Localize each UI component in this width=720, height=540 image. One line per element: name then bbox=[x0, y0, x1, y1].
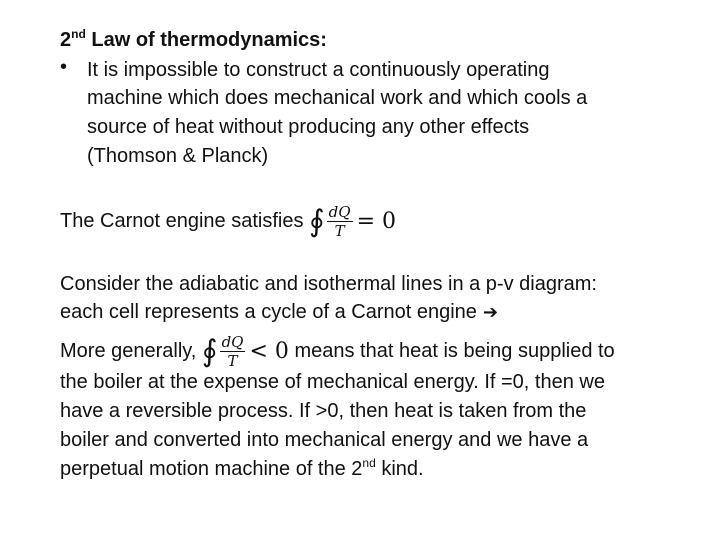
general-tail: means that heat is being supplied to bbox=[294, 339, 615, 362]
general-line-2: have a reversible process. If >0, then heat is taken from the bbox=[60, 400, 587, 422]
right-arrow-icon: ➔ bbox=[482, 302, 498, 322]
carnot-equation bbox=[309, 203, 396, 240]
general-numerator: dQ bbox=[221, 333, 244, 351]
bullet-line-3: source of heat without producing any other effects bbox=[87, 116, 530, 138]
bullet-line-2: machine which does mechanical work and which cools a bbox=[87, 87, 588, 109]
carnot-statement bbox=[60, 203, 396, 240]
carnot-relation: = 0 bbox=[356, 208, 397, 234]
consider-line-2-text: each cell represents a cycle of a Carnot engine bbox=[60, 301, 477, 323]
bullet-marker: • bbox=[60, 56, 68, 78]
general-fraction bbox=[220, 333, 246, 370]
general-last-end: kind. bbox=[375, 458, 424, 480]
general-statement bbox=[60, 333, 615, 370]
title-text: Law of thermodynamics: bbox=[91, 29, 327, 51]
consider-line-2 bbox=[60, 298, 498, 326]
bullet-line-4: (Thomson & Planck) bbox=[87, 145, 269, 167]
general-last-sup: nd bbox=[362, 456, 376, 470]
slide-title bbox=[60, 26, 327, 54]
general-denominator: T bbox=[227, 352, 238, 370]
carnot-text: The Carnot engine satisfies bbox=[60, 209, 304, 232]
general-line-4 bbox=[60, 455, 424, 483]
title-ordinal-suffix: nd bbox=[71, 27, 86, 41]
carnot-denominator: T bbox=[334, 222, 345, 240]
general-relation: < 0 bbox=[249, 338, 289, 364]
general-equation bbox=[202, 333, 289, 370]
bullet-line-1: It is impossible to construct a continuously operating bbox=[87, 59, 550, 81]
general-line-1: the boiler at the expense of mechanical energy. If =0, then we bbox=[60, 371, 605, 393]
consider-line-1: Consider the adiabatic and isothermal lines in a p-v diagram: bbox=[60, 273, 597, 295]
general-last-start: perpetual motion machine of the 2 bbox=[60, 458, 363, 480]
carnot-fraction bbox=[327, 203, 353, 240]
contour-integral-symbol: ∮ bbox=[309, 203, 325, 239]
title-ordinal-number: 2 bbox=[60, 29, 72, 51]
general-lead: More generally, bbox=[60, 339, 197, 362]
contour-integral-symbol: ∮ bbox=[201, 333, 218, 369]
general-line-3: boiler and converted into mechanical energy and we have a bbox=[60, 429, 589, 451]
carnot-numerator: dQ bbox=[328, 203, 351, 221]
